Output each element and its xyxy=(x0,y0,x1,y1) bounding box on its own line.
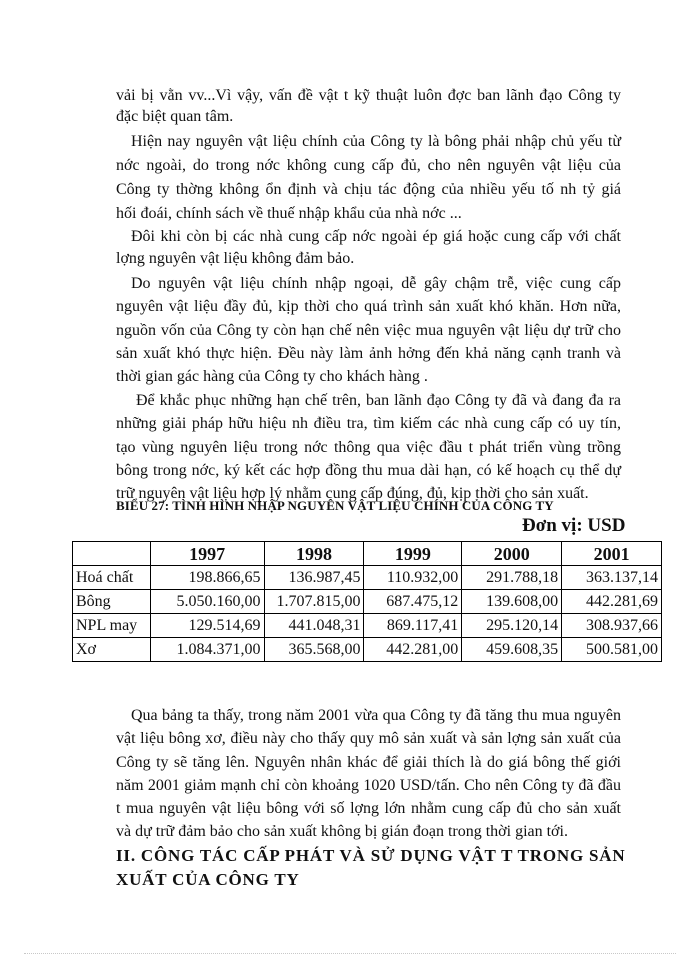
table-cell: 1.707.815,00 xyxy=(264,590,364,614)
table-cell: 442.281,69 xyxy=(562,590,662,614)
table-cell: 110.932,00 xyxy=(364,566,462,590)
table-header-cell: 2000 xyxy=(462,542,562,566)
table-cell: 129.514,69 xyxy=(150,614,264,638)
table-row xyxy=(73,614,662,638)
table-cell: 459.608,35 xyxy=(462,638,562,662)
table-cell: Bông xyxy=(73,590,151,614)
table-cell: 441.048,31 xyxy=(264,614,364,638)
table-header-cell: 2001 xyxy=(562,542,662,566)
table-cell: 687.475,12 xyxy=(364,590,462,614)
page-bottom-divider xyxy=(24,953,676,954)
document-page: vải bị vằn vv...Vì vậy, vấn đề vật t kỹ thuật luôn đợc ban lãnh đạo Công ty đặc biệt quan tâm. Hiện nay nguyên vật liệu chính của Công ty là bông phải nhập chủ yếu từ nớc ngoài, do trong nớc không cung cấp đủ, cho nên nguyên vật liệu của Công ty thờng không ổn định và chịu tác động của nhiều yếu tố nh tỷ giá hối đoái, chính sách về thuế nhập khẩu của nhà nớc ... Đôi khi còn bị các nhà cung cấp nớc ngoài ép giá hoặc cung cấp với chất lợng nguyên vật liệu không đảm bảo. Do nguyên vật liệu chính nhập ngoại, dễ gây chậm trễ, việc cung cấp nguyên vật liệu đầy đủ, kịp thời cho quá trình sản xuất khó khăn. Hơn nữa, nguồn vốn của Công ty còn hạn chế nên việc mua nguyên vật liệu dự trữ cho sản xuất khó thực hiện. Đều này làm ảnh hởng đến khả năng cạnh tranh và thời gian gác hàng của Công ty cho khách hàng . Để khắc phục những hạn chế trên, ban lãnh đạo Công ty đã và đang đa ra những giải pháp hữu hiệu nh điều tra, tìm kiếm các nhà cung cấp có uy tín, tạo vùng nguyên liệu trong nớc thông qua việc đầu t phát triển vùng trồng bông trong nớc, ký kết các hợp đồng thu mua dài hạn, có kế hoạch cụ thể dự trữ nguyên vật liệu hợp lý nhằm cung cấp đúng, đủ, kịp thời cho sản xuất. BIỂU 27: TÌNH HÌNH NHẬP NGUYÊN VẬT LIỆU CHÍNH CỦA CÔNG TY Đơn vị: USD 1997 1998 1999 2000 2001 Hoá chất 198.866,65 136.987,45 110.932,00 291.788,18 363.137,14 Bông 5.050.160,00 1.707.815,00 687.475,12 139.608,00 442.281,69 NPL may 129.514,69 441.048,31 869.117,41 295.120,14 308.937,66 Xơ 1.084.371,00 365.568,00 442.281,00 459.608,35 500.581,00 Qua bảng ta thấy, trong năm 2001 vừa qua Công ty đã tăng thu mua nguyên vật liệu bông xơ, điều này cho thấy quy mô sản xuất và sản lợng sản xuất của Công ty sẽ tăng lên. Nguyên nhân khác để giải thích là do giá bông thế giới năm 2001 giảm mạnh chỉ còn khoảng 1020 USD/tấn. Cho nên Công ty đã đầu t mua nguyên vật liệu bông với số lợng lớn nhằm cung cấp đủ cho sản xuất và dự trữ đảm bảo cho sản xuất không bị gián đoạn trong thời gian tới. II. CÔNG TÁC CẤP PHÁT VÀ SỬ DỤNG VẬT T TRONG SẢN XUẤT CỦA CÔNG TY xyxy=(0,0,700,960)
table-cell: 365.568,00 xyxy=(264,638,364,662)
table-unit: Đơn vị: USD xyxy=(522,515,626,536)
table-cell: Hoá chất xyxy=(73,566,151,590)
table-cell: 500.581,00 xyxy=(562,638,662,662)
table-cell: 291.788,18 xyxy=(462,566,562,590)
table-header-row xyxy=(73,542,662,566)
table-header-cell: 1997 xyxy=(150,542,264,566)
table-cell: 869.117,41 xyxy=(364,614,462,638)
table-cell: 442.281,00 xyxy=(364,638,462,662)
table-title: BIỂU 27: TÌNH HÌNH NHẬP NGUYÊN VẬT LIỆU CHÍNH CỦA CÔNG TY xyxy=(116,498,554,513)
table-cell: 363.137,14 xyxy=(562,566,662,590)
table-cell: 136.987,45 xyxy=(264,566,364,590)
table-cell: 1.084.371,00 xyxy=(150,638,264,662)
table-header-cell xyxy=(73,542,151,566)
table-cell: 308.937,66 xyxy=(562,614,662,638)
section-heading: II. CÔNG TÁC CẤP PHÁT VÀ SỬ DỤNG VẬT T TRONG SẢN xyxy=(116,846,626,865)
table-cell: 5.050.160,00 xyxy=(150,590,264,614)
table-cell: 198.866,65 xyxy=(150,566,264,590)
table-row xyxy=(73,590,662,614)
table-header-cell: 1998 xyxy=(264,542,364,566)
table-cell: NPL may xyxy=(73,614,151,638)
table-row xyxy=(73,566,662,590)
table-cell: 295.120,14 xyxy=(462,614,562,638)
section-heading: XUẤT CỦA CÔNG TY xyxy=(116,870,300,889)
import-table xyxy=(72,541,662,662)
table-header-cell: 1999 xyxy=(364,542,462,566)
table-row xyxy=(73,638,662,662)
table-cell: 139.608,00 xyxy=(462,590,562,614)
table-cell: Xơ xyxy=(73,638,151,662)
